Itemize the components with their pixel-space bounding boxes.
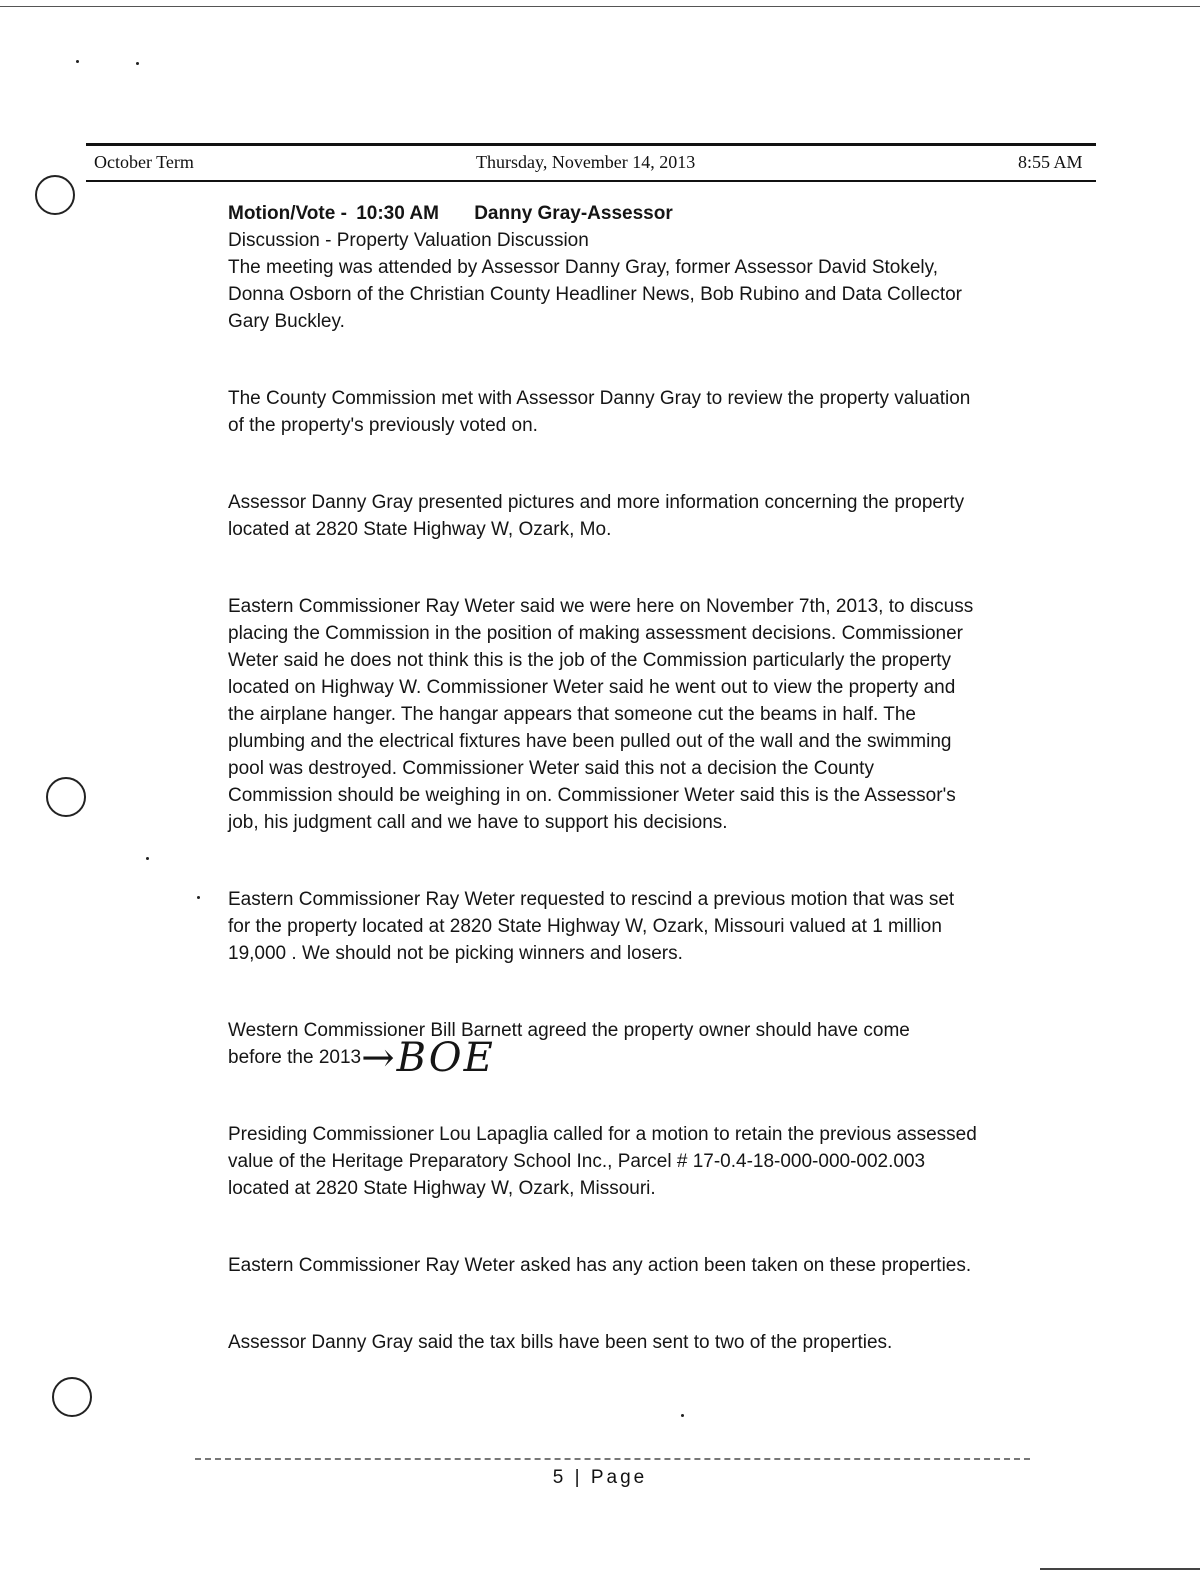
text-line: Eastern Commissioner Ray Weter asked has any action been taken on these properties. bbox=[228, 1255, 972, 1276]
paragraph-barnett bbox=[228, 1017, 1048, 1081]
text-line: Presiding Commissioner Lou Lapaglia called for a motion to retain the previous assessed bbox=[228, 1124, 977, 1145]
header-date: Thursday, November 14, 2013 bbox=[476, 152, 696, 172]
text-line: Western Commissioner Bill Barnett agreed the property owner should have come bbox=[228, 1020, 910, 1041]
text-line: for the property located at 2820 State Highway W, Ozark, Missouri valued at 1 million bbox=[228, 916, 942, 937]
handwritten-note: →BOE bbox=[361, 1035, 495, 1081]
paragraph-weter-statement bbox=[228, 593, 1048, 836]
text-line: Assessor Danny Gray presented pictures and more information concerning the property bbox=[228, 492, 965, 513]
scan-top-edge bbox=[0, 6, 1200, 7]
text-line: pool was destroyed. Commissioner Weter said this not a decision the County bbox=[228, 758, 874, 779]
motion-label: Motion/Vote - bbox=[228, 203, 347, 224]
text-line: Assessor Danny Gray said the tax bills have been sent to two of the properties. bbox=[228, 1332, 893, 1353]
text-line: Eastern Commissioner Ray Weter said we were here on November 7th, 2013, to discuss bbox=[228, 596, 974, 617]
footer-rule bbox=[195, 1458, 1030, 1462]
scan-bottom-edge bbox=[1040, 1568, 1200, 1570]
paragraph-lapaglia bbox=[228, 1121, 1048, 1202]
text-line: Weter said he does not think this is the job of the Commission particularly the property bbox=[228, 650, 952, 671]
page-number: 5 | Page bbox=[552, 1467, 648, 1488]
text-line: value of the Heritage Preparatory School Inc., Parcel # 17-0.4-18-000-000-002.003 bbox=[228, 1151, 926, 1172]
header-time: 8:55 AM bbox=[1018, 152, 1083, 172]
agenda-title bbox=[228, 200, 1048, 227]
motion-time: 10:30 AM bbox=[356, 203, 439, 224]
minutes-body bbox=[228, 200, 1048, 1406]
binder-hole-middle bbox=[46, 777, 86, 817]
text-line: located at 2820 State Highway W, Ozark, Mo. bbox=[228, 519, 612, 540]
text-line: Commission should be weighing in on. Commissioner Weter said this is the Assessor's bbox=[228, 785, 956, 806]
scan-speck bbox=[76, 60, 79, 63]
presenter: Danny Gray-Assessor bbox=[474, 203, 673, 224]
text-line: Eastern Commissioner Ray Weter requested to rescind a previous motion that was set bbox=[228, 889, 955, 910]
paragraph-tax-bills bbox=[228, 1329, 1048, 1356]
text-line: 19,000 . We should not be picking winners and losers. bbox=[228, 943, 683, 964]
text-line-with-note bbox=[228, 1035, 1048, 1081]
paragraph-review bbox=[228, 385, 1048, 439]
text-line: Gary Buckley. bbox=[228, 311, 345, 332]
text-line: placing the Commission in the position of making assessment decisions. Commissioner bbox=[228, 623, 963, 644]
scan-speck bbox=[136, 62, 139, 65]
binder-hole-top bbox=[35, 175, 75, 215]
binder-hole-bottom bbox=[52, 1377, 92, 1417]
header-rule-bottom bbox=[86, 180, 1096, 182]
scan-speck bbox=[681, 1414, 684, 1417]
text-line: Donna Osborn of the Christian County Headliner News, Bob Rubino and Data Collector bbox=[228, 284, 963, 305]
text-line: plumbing and the electrical fixtures have been pulled out of the wall and the swimming bbox=[228, 731, 952, 752]
text-line: of the property's previously voted on. bbox=[228, 415, 538, 436]
text-line: located on Highway W. Commissioner Weter said he went out to view the property and bbox=[228, 677, 956, 698]
discussion-line: Discussion - Property Valuation Discussion bbox=[228, 230, 589, 251]
scan-speck bbox=[146, 857, 149, 860]
header-rule-top bbox=[86, 143, 1096, 146]
paragraph-attendees bbox=[228, 254, 1048, 335]
text-line: job, his judgment call and we have to support his decisions. bbox=[228, 812, 728, 833]
text-segment: before the 2013 bbox=[228, 1047, 362, 1068]
paragraph-action-question bbox=[228, 1252, 1048, 1279]
text-line: The County Commission met with Assessor Danny Gray to review the property valuation bbox=[228, 388, 971, 409]
text-line: located at 2820 State Highway W, Ozark, Missouri. bbox=[228, 1178, 656, 1199]
paragraph-rescind bbox=[228, 886, 1048, 967]
scan-speck bbox=[197, 896, 200, 899]
text-line: the airplane hanger. The hangar appears that someone cut the beams in half. The bbox=[228, 704, 916, 725]
text-line: The meeting was attended by Assessor Danny Gray, former Assessor David Stokely, bbox=[228, 257, 938, 278]
paragraph-pictures bbox=[228, 489, 1048, 543]
header-term: October Term bbox=[94, 152, 194, 172]
